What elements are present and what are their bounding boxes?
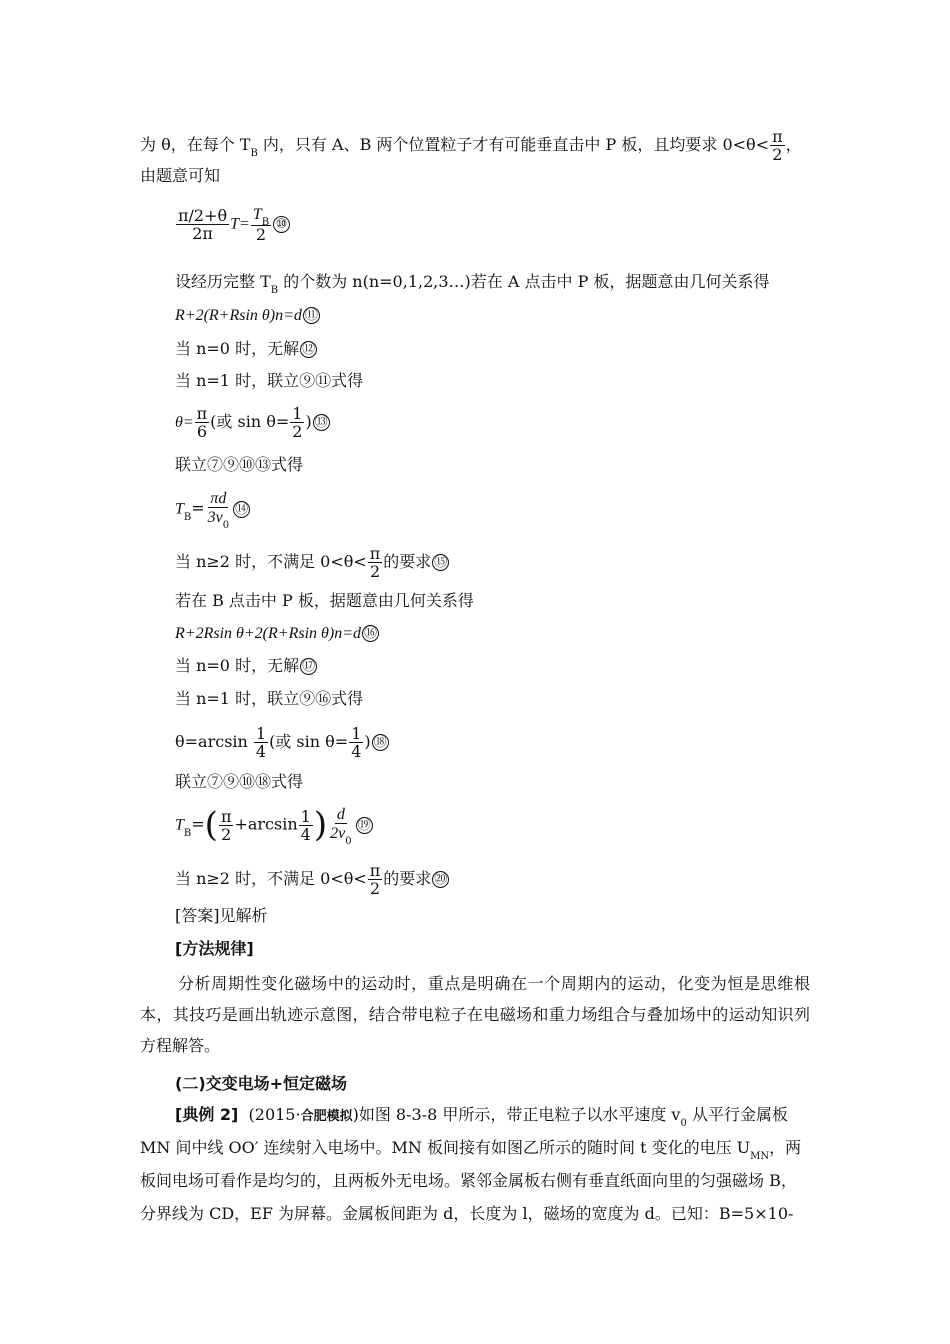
equation-13: θ= $\frac{\pi}{6}$ (或 sin θ= $\frac{1}{2}$ ) ⑬ [175, 404, 328, 441]
equation-11: R+2(R+Rsin θ)n=d ⑪ [175, 307, 318, 324]
text-line-11: 当 n≥2 时，不满足 0<θ< $\frac{\pi}{2}$ 的要求 ⑮ [175, 544, 448, 581]
answer-line: [答案]见解析 [175, 906, 268, 925]
method-heading: [方法规律] [175, 939, 254, 958]
text-line-6: 当 n=0 时，无解 ⑫ [175, 339, 316, 358]
equation-10: $\frac{\pi/2+\theta}{2\pi}$ T= $\frac{T_B}{2}$ ⑩ [175, 205, 291, 243]
example-line-4: 分界线为 CD，EF 为屏幕。金属板间距为 d，长度为 l，磁场的宽度为 d。已知：B=5×10- [140, 1204, 794, 1223]
text-line-1: 为 θ，在每个 $T_B$ 内，只有 A、B 两个位置粒子才有可能垂直击中 P 板，且均要求 0<θ< $\frac{\pi}{2}$ ， [140, 127, 802, 164]
equation-16: R+2Rsin θ+2(R+Rsin θ)n=d ⑯ [175, 625, 377, 642]
equation-18: θ=arcsin $\frac{1}{4}$ (或 sin θ= $\frac{1}{4}$ ) ⑱ [175, 724, 387, 761]
equation-14: $T_B=$ $\frac{\pi d}{3v_0}$ ⑭ [175, 490, 249, 531]
equation-19: $T_B=$( $\frac{\pi}{2}$ +arcsin $\frac{1}{4}$ ) $\frac{d}{2v_0}$ ⑲ [175, 805, 371, 847]
text-line-15: 当 n=1 时，联立⑨⑯式得 [175, 689, 364, 708]
example-line-2: MN 间中线 OO′ 连续射入电场中。MN 板间接有如图乙所示的随时间 t 变化的电压 $U_{MN}$，两 [140, 1138, 802, 1162]
text-line-7: 当 n=1 时，联立⑨⑪式得 [175, 371, 364, 390]
text-line-20: 当 n≥2 时，不满足 0<θ< $\frac{\pi}{2}$ 的要求 ⑳ [175, 861, 448, 898]
text-line-14: 当 n=0 时，无解 ⑰ [175, 656, 316, 675]
text-line-4: 设经历完整 $T_B$ 的个数为 n(n=0,1,2,3…)若在 A 点击中 P 板，据题意由几何关系得 [175, 272, 770, 296]
text-line-12: 若在 B 点击中 P 板，据题意由几何关系得 [175, 591, 474, 610]
text-line-2: 由题意可知 [140, 166, 221, 185]
example-line-3: 板间电场可看作是均匀的，且两板外无电场。紧邻金属板右侧有垂直纸面向里的匀强磁场 B， [140, 1171, 797, 1190]
fraction-pi-over-2: $\frac{\pi}{2}$ [772, 127, 783, 164]
text-line-9: 联立⑦⑨⑩⑬式得 [175, 455, 304, 474]
method-paragraph: 分析周期性变化磁场中的运动时，重点是明确在一个周期内的运动，化变为恒是思维根本，其技巧是画出轨迹示意图，结合带电粒子在电磁场和重力场组合与叠加场中的运动知识列方程解答。 [140, 974, 810, 1055]
section-heading: (二)交变电场+恒定磁场 [175, 1074, 348, 1093]
example-line-1: [典例 2] (2015·合肥模拟)如图 8-3-8 甲所示，带正电粒子以水平速度 $v_0$ 从平行金属板 [175, 1105, 788, 1129]
text-line-17: 联立⑦⑨⑩⑱式得 [175, 772, 304, 791]
